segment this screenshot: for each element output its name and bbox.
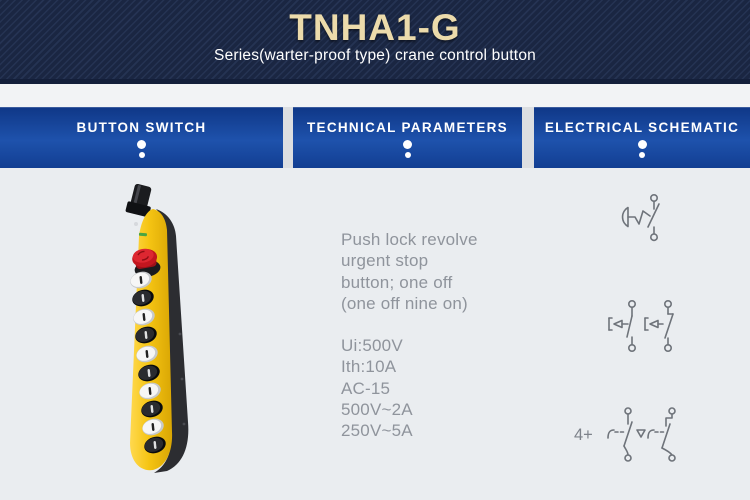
header-banner <box>0 0 750 84</box>
schematic-estop-contact <box>598 187 708 251</box>
description-line: (one off nine on) <box>341 293 468 313</box>
description-text <box>341 229 478 314</box>
schematic-two-step-contacts <box>588 402 728 466</box>
tab-button-switch-label: BUTTON SWITCH <box>76 120 207 135</box>
schematic-pushbutton-contacts <box>597 296 707 356</box>
nc-contact-symbol <box>645 301 673 351</box>
page-title: TNHA1-G <box>289 7 461 48</box>
spec-line: AC-15 <box>341 378 391 398</box>
tab-electrical-schematic[interactable] <box>534 107 750 168</box>
tab-technical-parameters[interactable] <box>293 107 522 168</box>
mushroom-head-symbol <box>623 208 628 227</box>
brand-label <box>139 233 147 237</box>
dots-decoration <box>293 140 522 158</box>
spec-line: 250V~5A <box>341 421 413 441</box>
page-subtitle: Series(warter-proof type) crane control button <box>214 47 536 64</box>
schematic-multiplier-label: 4+ <box>574 426 593 444</box>
description-line: button; one off <box>341 272 453 292</box>
band-light <box>0 84 750 107</box>
spec-line: Ui:500V <box>341 336 403 355</box>
spec-text <box>341 335 413 441</box>
spec-line: Ith:10A <box>341 357 397 377</box>
pendant-control-image <box>110 184 210 484</box>
tab-electrical-schematic-label: ELECTRICAL SCHEMATIC <box>544 120 740 135</box>
dots-decoration <box>534 140 750 158</box>
no-contact-symbol <box>609 301 635 351</box>
dots-decoration <box>0 140 283 158</box>
description-line: Push lock revolve <box>341 230 478 249</box>
spec-line: 500V~2A <box>341 399 413 419</box>
tab-technical-parameters-label: TECHNICAL PARAMETERS <box>306 120 508 135</box>
hanger-clip <box>134 222 138 226</box>
tab-button-switch[interactable] <box>0 107 283 168</box>
description-line: urgent stop <box>341 251 429 271</box>
